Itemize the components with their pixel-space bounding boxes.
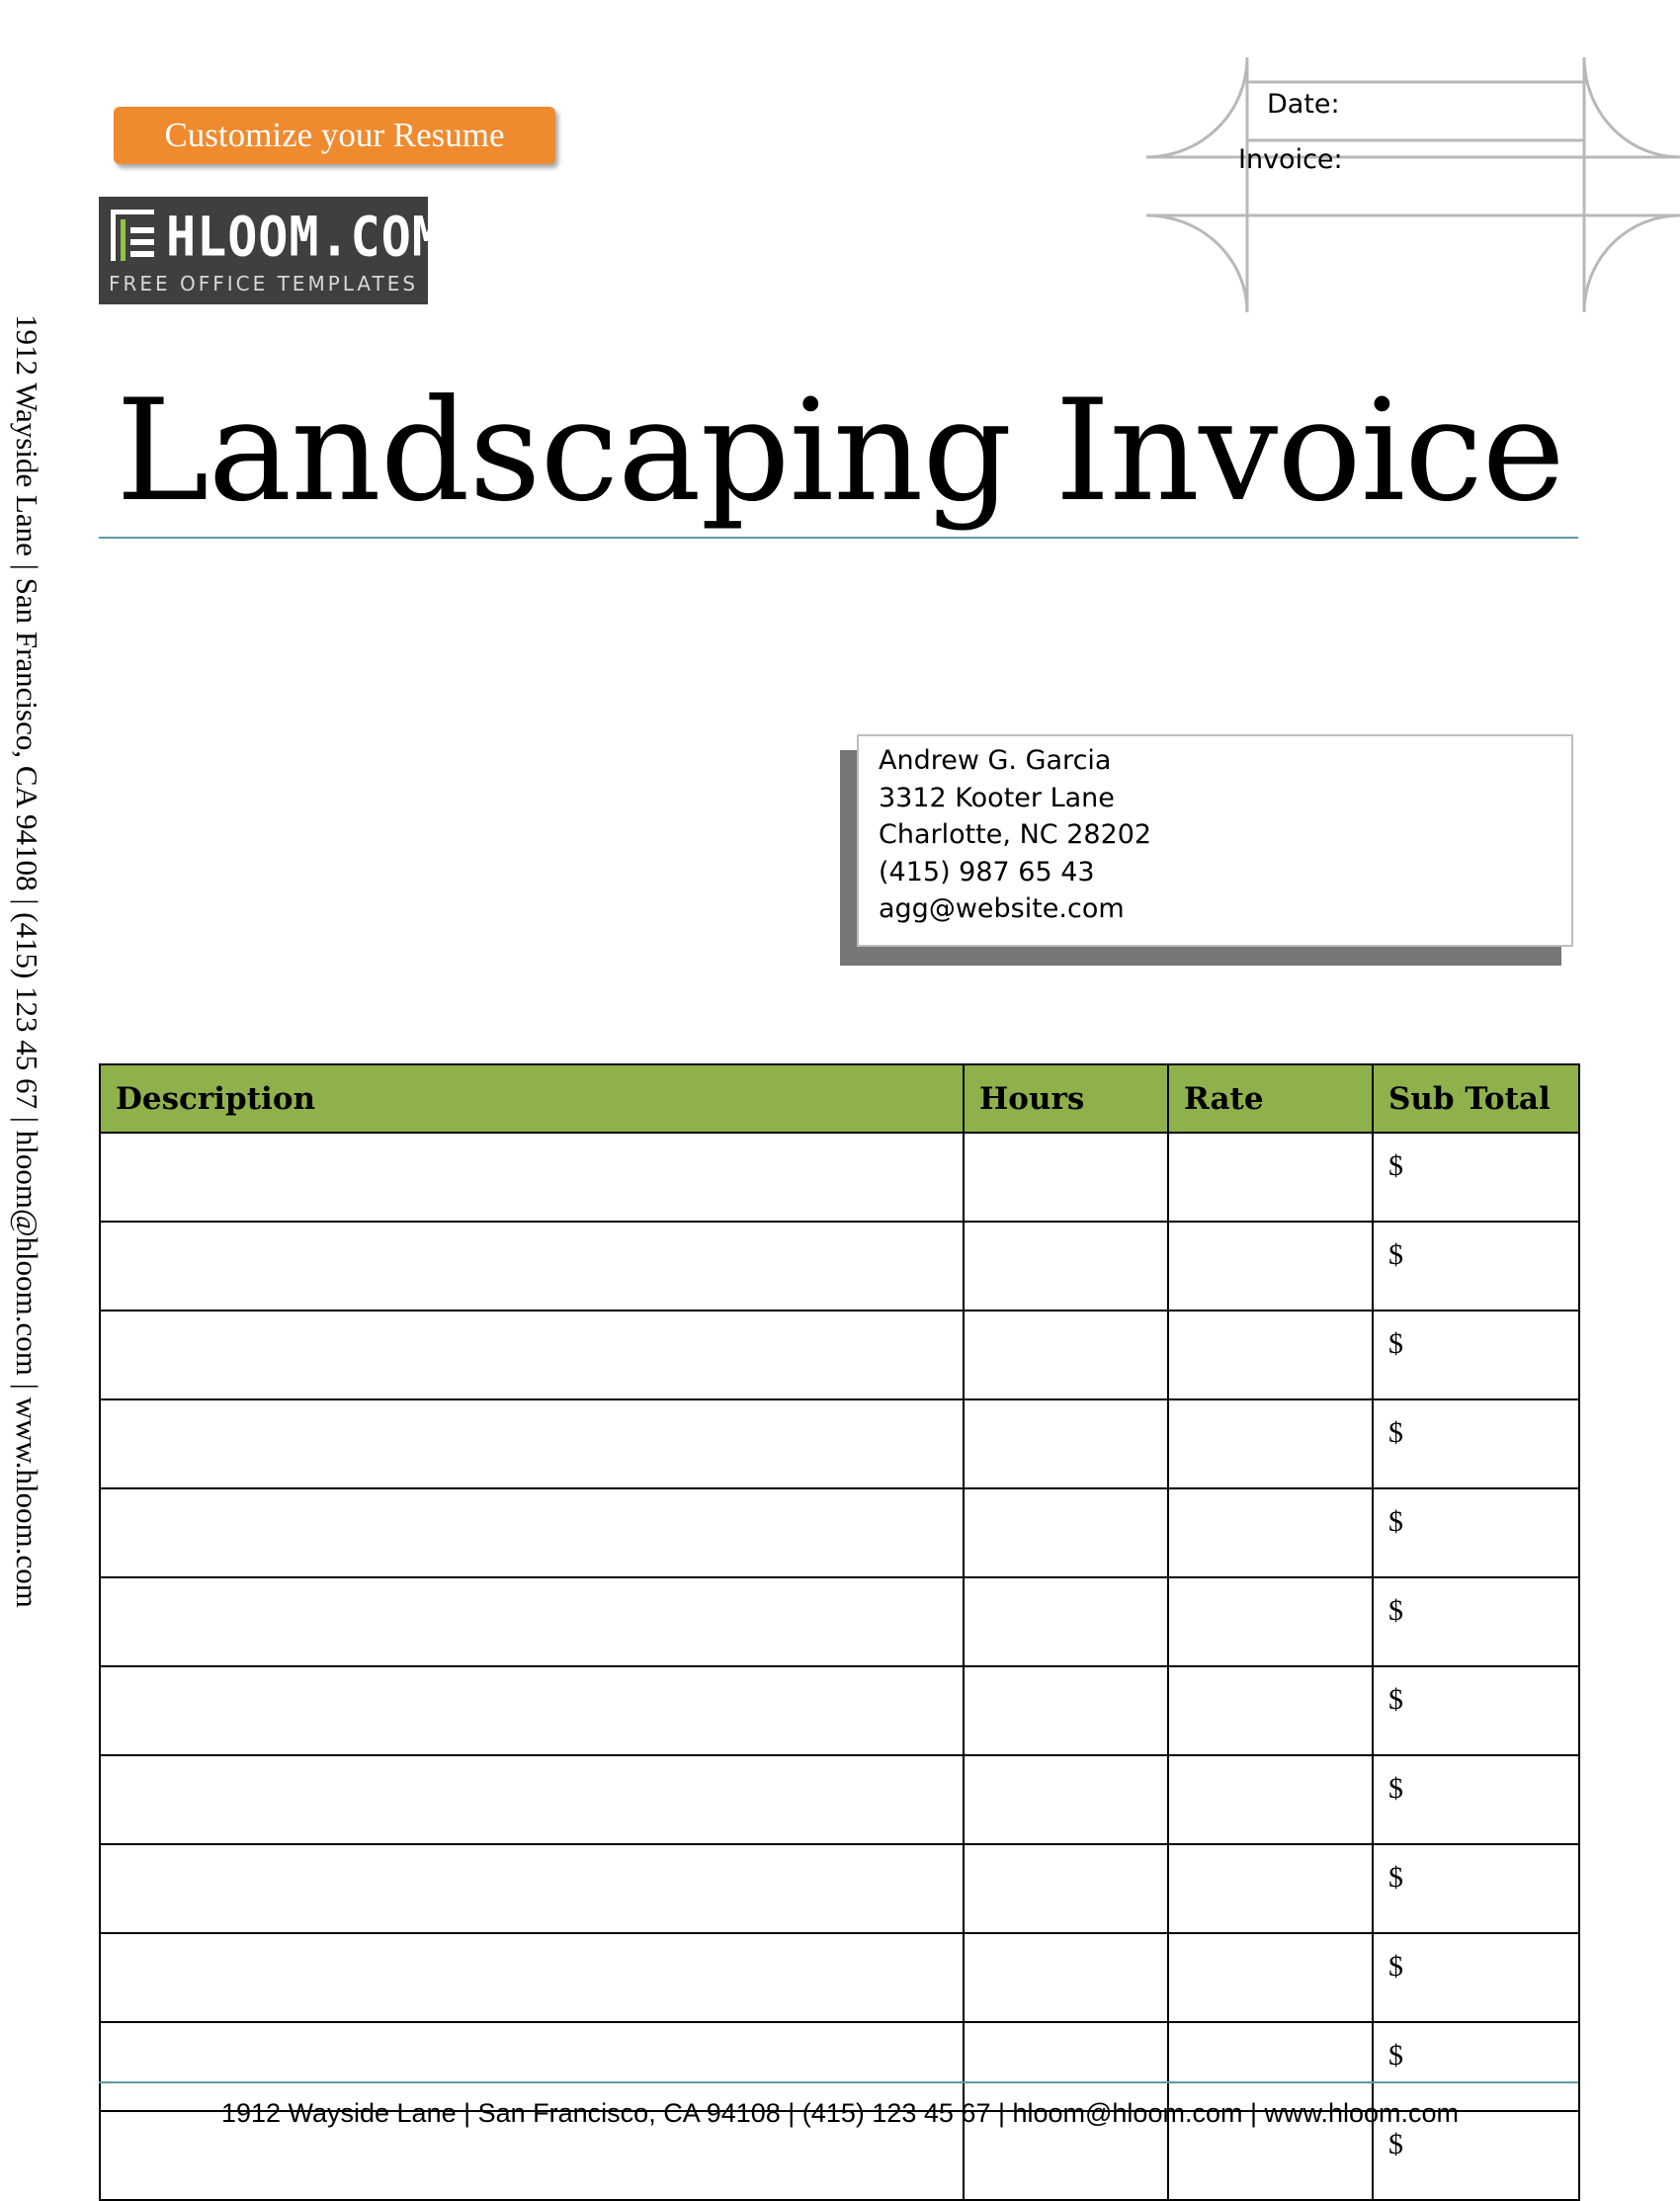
subtotal-cell[interactable]: $ [1373, 1311, 1579, 1399]
table-row [100, 1666, 1579, 1755]
description-cell[interactable] [100, 1666, 964, 1755]
table-header-row [100, 1064, 1579, 1133]
table-row [100, 1133, 1579, 1222]
hours-cell[interactable] [964, 1577, 1168, 1666]
table-row [100, 1488, 1579, 1577]
rate-cell[interactable] [1168, 1311, 1373, 1399]
hours-cell[interactable] [964, 1399, 1168, 1488]
description-cell[interactable] [100, 1933, 964, 2022]
subtotal-cell[interactable]: $ [1373, 1399, 1579, 1488]
subtotal-cell[interactable]: $ [1373, 2111, 1579, 2200]
hours-cell[interactable] [964, 1933, 1168, 2022]
rate-cell[interactable] [1168, 1933, 1373, 2022]
footer-divider [99, 2081, 1578, 2083]
description-cell[interactable] [100, 1577, 964, 1666]
hloom-logo-mark-icon [111, 210, 154, 261]
logo-tagline: FREE OFFICE TEMPLATES [108, 272, 419, 296]
table-row [100, 1399, 1579, 1488]
description-cell[interactable] [100, 1222, 964, 1311]
date-label: Date: [1267, 89, 1340, 120]
hours-cell[interactable] [964, 1488, 1168, 1577]
side-contact-text: 1912 Wayside Lane | San Francisco, CA 94108 | (415) 123 45 67 | hloom@hloom.com | www.hloom.com [10, 314, 44, 1608]
rate-cell[interactable] [1168, 1844, 1373, 1933]
logo-brand-text: HLOOM.COM [166, 205, 443, 269]
table-row [100, 1755, 1579, 1844]
customize-resume-button[interactable]: Customize your Resume [114, 107, 555, 164]
description-cell[interactable] [100, 1311, 964, 1399]
hours-cell[interactable] [964, 1222, 1168, 1311]
table-row [100, 1222, 1579, 1311]
rate-cell[interactable] [1168, 1222, 1373, 1311]
footer-contact-text: 1912 Wayside Lane | San Francisco, CA 94108 | (415) 123 45 67 | hloom@hloom.com | www.hloom.com [220, 2098, 1460, 2128]
subtotal-cell[interactable]: $ [1373, 1844, 1579, 1933]
date-invoice-frame [1146, 57, 1680, 314]
table-row [100, 1577, 1579, 1666]
subtotal-cell[interactable]: $ [1373, 1488, 1579, 1577]
table-row [100, 1311, 1579, 1399]
column-header-description: Description [100, 1064, 964, 1133]
subtotal-cell[interactable]: $ [1373, 1577, 1579, 1666]
hours-cell[interactable] [964, 1133, 1168, 1222]
invoice-title: Landscaping Invoice [116, 370, 1564, 533]
subtotal-cell[interactable]: $ [1373, 1222, 1579, 1311]
hloom-logo[interactable] [99, 197, 443, 304]
description-cell[interactable] [100, 1488, 964, 1577]
table-row [100, 1844, 1579, 1933]
subtotal-cell[interactable]: $ [1373, 1666, 1579, 1755]
hours-cell[interactable] [964, 1666, 1168, 1755]
rate-cell[interactable] [1168, 1666, 1373, 1755]
column-header-rate: Rate [1168, 1064, 1373, 1133]
client-email: agg@website.com [879, 893, 1125, 924]
subtotal-cell[interactable]: $ [1373, 1755, 1579, 1844]
rate-cell[interactable] [1168, 1488, 1373, 1577]
client-name: Andrew G. Garcia [879, 745, 1112, 776]
description-cell[interactable] [100, 1755, 964, 1844]
hours-cell[interactable] [964, 1844, 1168, 1933]
column-header-hours: Hours [964, 1064, 1168, 1133]
description-cell[interactable] [100, 1133, 964, 1222]
client-phone: (415) 987 65 43 [879, 856, 1095, 888]
description-cell[interactable] [100, 1399, 964, 1488]
invoice-label: Invoice: [1238, 144, 1343, 175]
rate-cell[interactable] [1168, 1577, 1373, 1666]
title-divider [99, 537, 1578, 539]
hours-cell[interactable] [964, 1755, 1168, 1844]
column-header-subtotal: Sub Total [1373, 1064, 1579, 1133]
invoice-items-table [99, 1063, 1580, 2201]
rate-cell[interactable] [1168, 1755, 1373, 1844]
hours-cell[interactable] [964, 1311, 1168, 1399]
description-cell[interactable] [100, 1844, 964, 1933]
subtotal-cell[interactable]: $ [1373, 2022, 1579, 2111]
client-address-card[interactable] [857, 734, 1573, 947]
table-row [100, 1933, 1579, 2022]
client-street: 3312 Kooter Lane [879, 782, 1115, 813]
rate-cell[interactable] [1168, 1399, 1373, 1488]
subtotal-cell[interactable]: $ [1373, 1133, 1579, 1222]
subtotal-cell[interactable]: $ [1373, 1933, 1579, 2022]
rate-cell[interactable] [1168, 1133, 1373, 1222]
client-city: Charlotte, NC 28202 [879, 819, 1152, 850]
